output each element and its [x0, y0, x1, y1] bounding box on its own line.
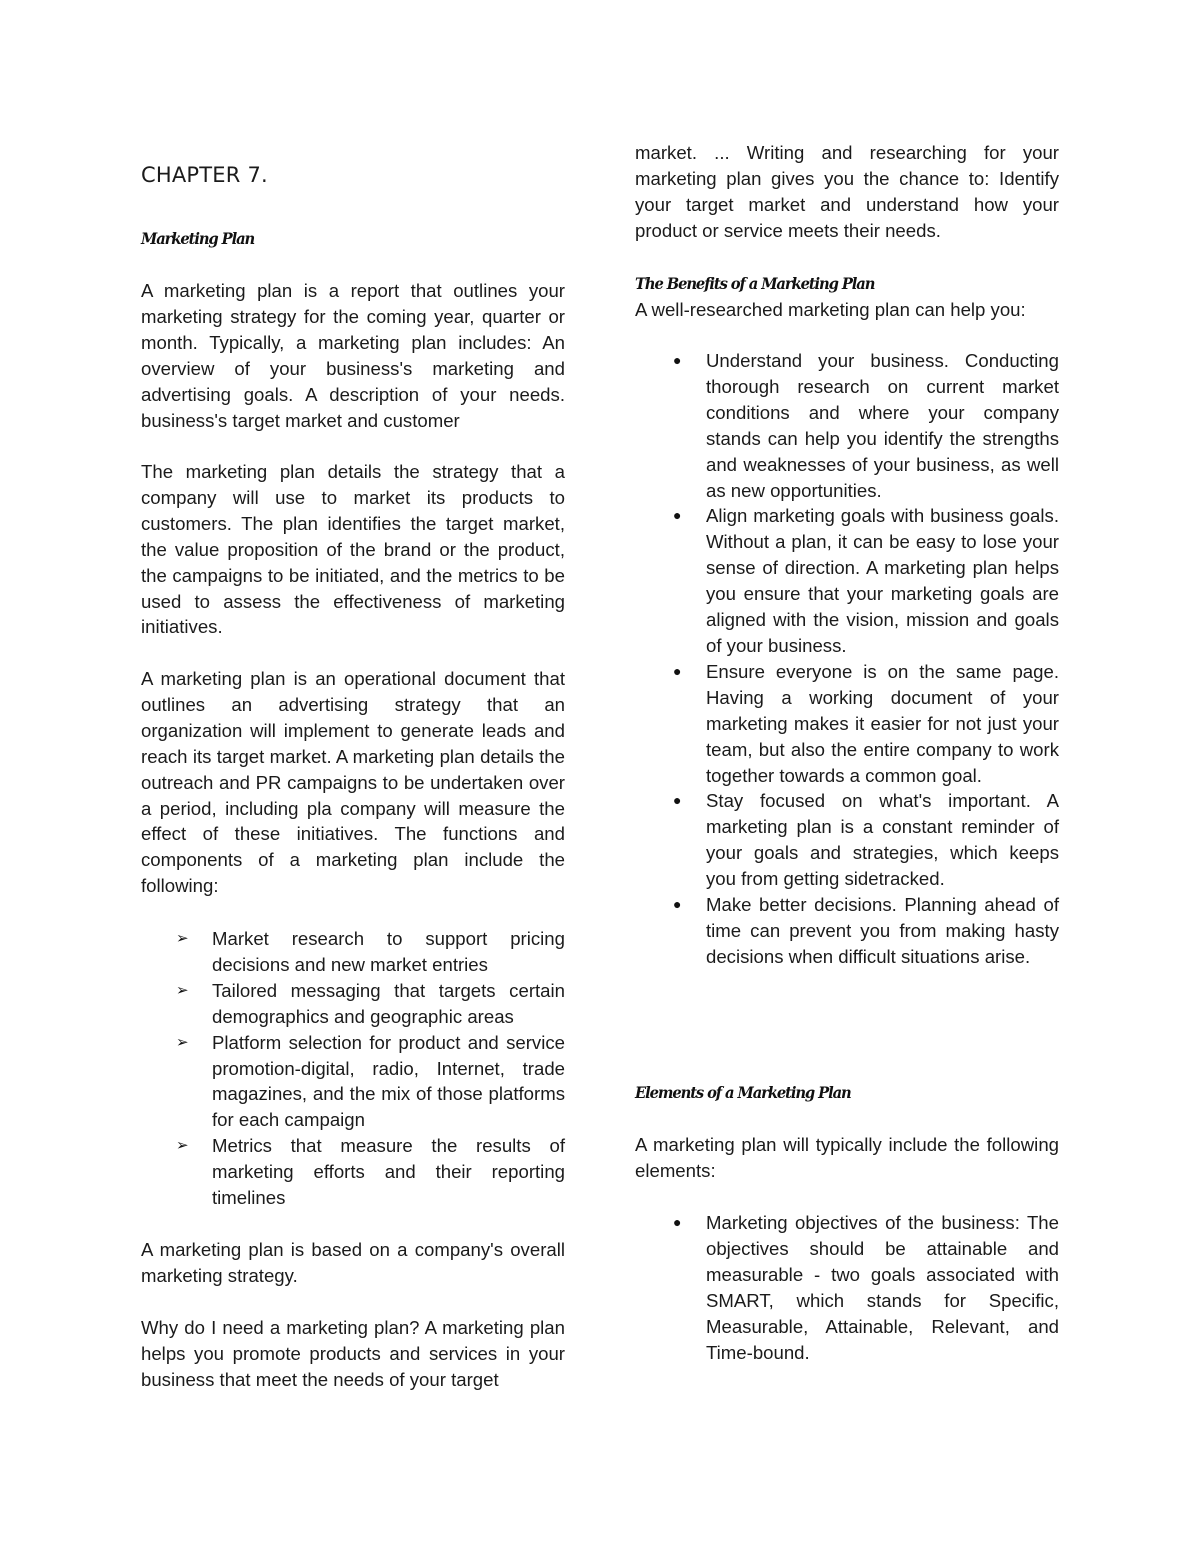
list-item [141, 1133, 565, 1211]
list-item-text: Tailored messaging that targets certain demographics and geographic areas [212, 979, 565, 1027]
arrow-bullet-icon: ➢ [176, 980, 189, 999]
bullet-icon: ● [673, 1214, 682, 1230]
paragraph-why-need: Why do I need a marketing plan? A marketing plan helps you promote products and services in your business that meet the needs of your target [141, 1317, 565, 1390]
bullet-icon: ● [673, 792, 682, 809]
section-title-marketing-plan: Marketing Plan [141, 229, 255, 248]
paragraph-continuation: market. ... Writing and researching for your marketing plan gives you the chance to: Identify your target market and understand how your product or service meets their needs. [635, 142, 1059, 241]
list-item [635, 659, 1059, 789]
list-item [141, 926, 565, 978]
list-item-text: Align marketing goals with business goals. Without a plan, it can be easy to lose your sense of direction. A marketing plan helps you ensure that your marketing goals are aligned with the vision, mission and goals of your business. [706, 505, 1059, 656]
bullet-icon: ● [673, 896, 682, 913]
list-item-text: Metrics that measure the results of marketing efforts and their reporting timelines [212, 1135, 565, 1209]
benefits-intro: A well-researched marketing plan can help you: [635, 299, 1026, 320]
arrow-bullet-icon: ➢ [176, 1032, 189, 1051]
list-item [635, 788, 1059, 892]
list-item [635, 1210, 1059, 1365]
paragraph-based-on: A marketing plan is based on a company's overall marketing strategy. [141, 1239, 565, 1286]
list-item [141, 1030, 565, 1134]
paragraph-strategy: The marketing plan details the strategy that a company will use to market its products to customers. The plan identifies the target market, the value proposition of the brand or the product, the campaigns to be initiated, and the metrics to be used to assess the effectiveness of marketing initiatives. [141, 461, 565, 638]
list-item-text: Make better decisions. Planning ahead of time can prevent you from making hasty decisions when difficult situations arise. [706, 894, 1059, 967]
list-item-text: Market research to support pricing decisions and new market entries [212, 928, 565, 975]
bullet-icon: ● [673, 352, 682, 368]
arrow-bullet-icon: ➢ [176, 1136, 189, 1155]
list-item-text: Ensure everyone is on the same page. Having a working document of your marketing makes it easier for not just your team, but also the entire company to work together towards a common goal. [706, 660, 1059, 786]
list-item-text: Understand your business. Conducting thorough research on current market conditions and where your company stands can help you identify the strengths and weaknesses of your business, as well as new opportunities. [706, 350, 1059, 501]
list-item [635, 503, 1059, 658]
elements-intro: A marketing plan will typically include the following elements: [635, 1134, 1059, 1181]
bullet-icon: ● [673, 507, 682, 524]
list-item-text: Platform selection for product and service promotion-digital, radio, Internet, trade magazines, and the mix of those platforms for each campaign [212, 1031, 565, 1131]
components-list [141, 926, 565, 1211]
list-item [141, 978, 565, 1030]
chapter-heading: CHAPTER 7. [141, 163, 268, 187]
benefits-list [635, 348, 1059, 970]
section-title-benefits: The Benefits of a Marketing Plan [635, 274, 875, 293]
paragraph-operational: A marketing plan is an operational document that outlines an advertising strategy that an organization will implement to generate leads and reach its target market. A marketing plan details the outreach and PR campaigns to be undertaken over a period, including pla company will measure the effect of these initiatives. The functions and components of a marketing plan include the following: [141, 668, 565, 897]
arrow-bullet-icon: ➢ [176, 929, 189, 947]
elements-list [635, 1210, 1059, 1365]
list-item-text: Stay focused on what's important. A marketing plan is a constant reminder of your goals and strategies, which keeps you from getting sidetracked. [706, 790, 1059, 890]
section-title-elements: Elements of a Marketing Plan [635, 1083, 851, 1102]
list-item-text: Marketing objectives of the business: The objectives should be attainable and measurable - two goals associated with SMART, which stands for Specific, Measurable, Attainable, Relevant, and Time-bound. [706, 1212, 1059, 1363]
bullet-icon: ● [673, 662, 682, 679]
list-item [635, 348, 1059, 503]
list-item [635, 892, 1059, 970]
paragraph-definition: A marketing plan is a report that outlines your marketing strategy for the coming year, quarter or month. Typically, a marketing plan includes: An overview of your business's marketing and advertising goals. A description of your needs. business's target market and customer [141, 280, 565, 431]
